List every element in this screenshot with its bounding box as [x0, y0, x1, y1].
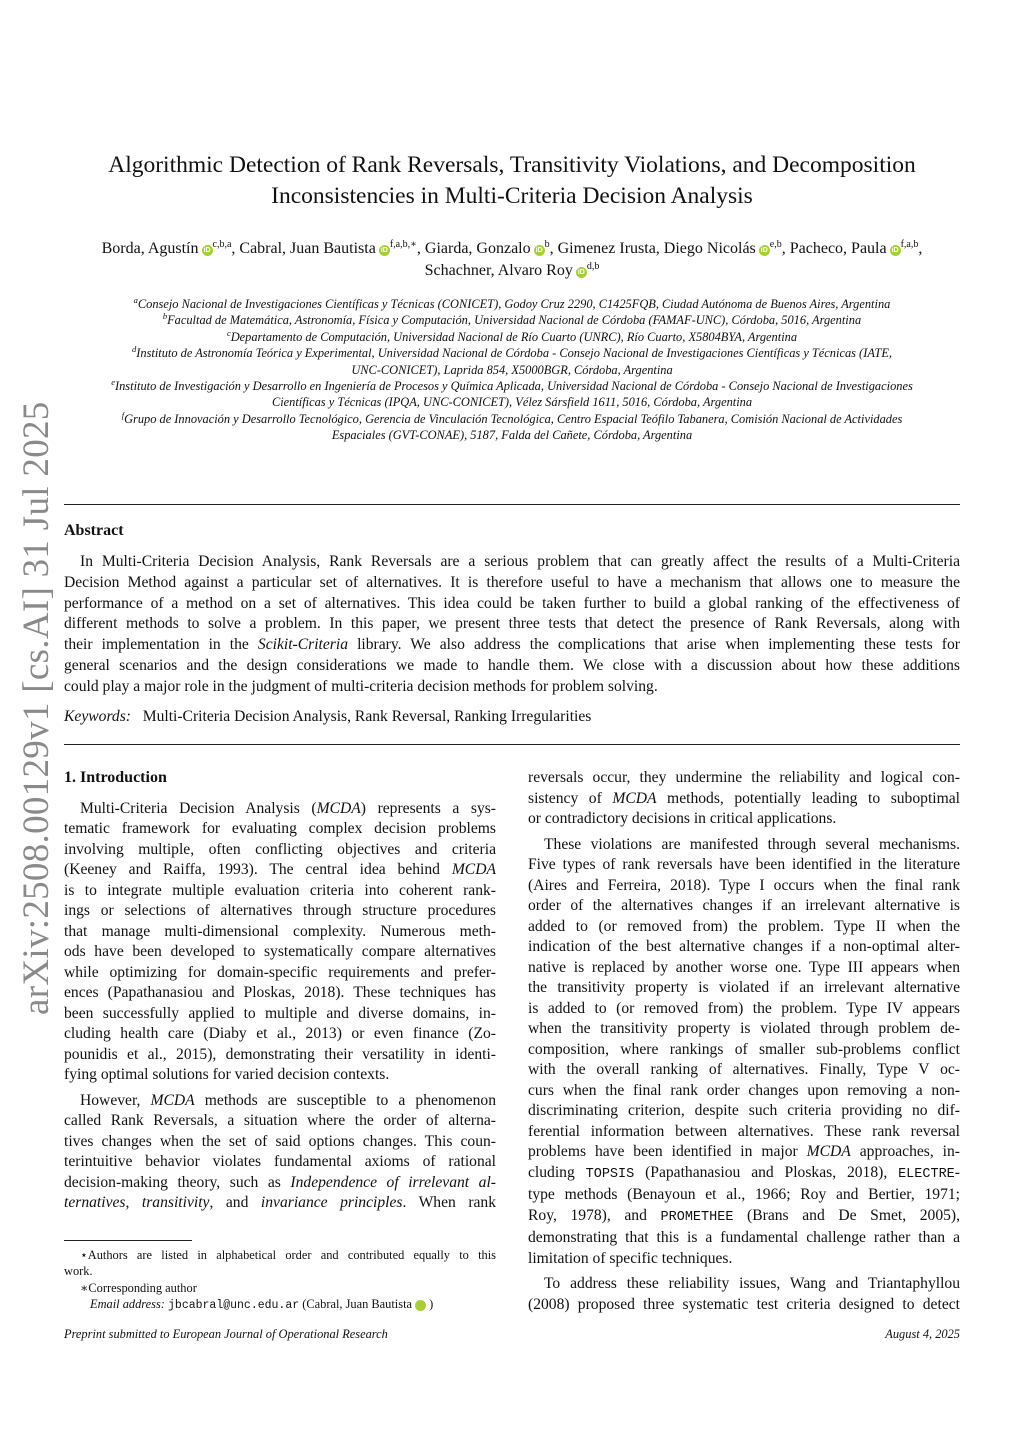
- paper-title: [64, 150, 960, 212]
- body-line: These violations are manifested through several mechanisms.: [544, 835, 960, 853]
- body-line: tematic framework for evaluating complex decision problems: [64, 820, 496, 837]
- body-line: indication of the best alternative changes if a non-optimal alter-: [528, 938, 960, 955]
- orcid-icon[interactable]: iD: [415, 1300, 426, 1311]
- body-line: (2008) proposed three systematic test criteria designed to detect: [528, 1295, 960, 1313]
- body-line: ferential information between alternatives. These rank reversal: [528, 1122, 960, 1140]
- section-heading: 1. Introduction: [64, 769, 167, 786]
- body-line: native is replaced by another worse one. Type III appears when: [528, 958, 960, 976]
- left-column: [64, 768, 496, 1214]
- author-line: Borda, Agustín iD$^{c,b,a}$, Cabral, Juan Bautista $iD^{f,a,b,∗}$, Giarda, Gonzalo $iD^b$, Gimenez Irusta, Diego Nicolás iD$^{e,b}$, Pacheco, Paula iD$^{f,a,b}$,: [101, 239, 923, 257]
- body-line: is added to (or removed from) the problem. Type IV appears: [528, 999, 960, 1017]
- footnote-line: work.: [64, 1264, 93, 1279]
- title-line: Inconsistencies in Multi-Criteria Decision Analysis: [271, 183, 753, 209]
- body-line: tives changes when the set of said options changes. This coun-: [64, 1132, 496, 1150]
- affiliation: $^b$Facultad de Matemática, Astronomía, Física y Computación, Universidad Nacional de Córdoba (FAMAF-UNC), Córdoba, 5016, Argentina: [162, 311, 862, 328]
- body-line: discriminating criterion, despite such criteria providing no dif-: [528, 1102, 960, 1119]
- orcid-icon[interactable]: iD: [203, 247, 211, 254]
- abstract-heading: Abstract: [64, 522, 124, 539]
- author-name: Pacheco, Paula: [789, 240, 887, 257]
- body-line: (Keeney and Raiffa, 1993). The central idea behind MCDA: [64, 861, 496, 878]
- author-name: Schachner, Alvaro Roy: [424, 262, 573, 279]
- body-line: the transitivity property is violated if an irrelevant alternative: [528, 979, 960, 996]
- author-list: [64, 238, 960, 282]
- body-line: while optimizing for domain-specific requirements and prefer-: [64, 963, 496, 981]
- affiliation-continued: UNC-CONICET), Laprida 854, X5000BGR, Córdoba, Argentina: [351, 362, 673, 377]
- body-line: is to integrate multiple evaluation criteria into coherent rank-: [64, 881, 496, 899]
- body-line: demonstrating that this is a fundamental challenge rather than a: [528, 1229, 960, 1246]
- affiliation-marks: b: [544, 239, 550, 250]
- body-line: curs when the final rank order changes upon removing a non-: [528, 1081, 960, 1099]
- affiliation-marks: f,a,b: [900, 239, 919, 250]
- body-line: been successfully applied to multiple and diverse domains, in-: [64, 1004, 496, 1022]
- body-line: with the overall ranking of alternatives. Finally, Type V oc-: [528, 1061, 960, 1078]
- body-line: To address these reliability issues, Wang and Triantaphyllou: [544, 1275, 960, 1292]
- body-line: Five types of rank reversals have been identified in the literature: [528, 856, 960, 873]
- body-line: involving multiple, often conflicting objectives and criteria: [64, 840, 496, 858]
- email-link[interactable]: jbcabral@unc.edu.ar: [168, 1299, 300, 1313]
- author-name: Gimenez Irusta, Diego Nicolás: [557, 240, 756, 257]
- abstract-line: their implementation in the Scikit-Criteria library. We also address the complications that arise when implementing these tests for: [64, 636, 960, 654]
- body-line: ternatives, transitivity, and invariance principles. When rank: [64, 1194, 497, 1211]
- orcid-icon[interactable]: iD: [535, 247, 543, 254]
- keywords-text: Multi-Criteria Decision Analysis, Rank Reversal, Ranking Irregularities: [142, 708, 592, 725]
- body-line: order of the alternatives changes if an irrelevant alternative is: [528, 897, 960, 914]
- body-line: added to (or removed from) the problem. Type II when the: [528, 917, 960, 935]
- email-line: Email address: jbcabral@unc.edu.ar (Cabral, Juan Bautista iD ): [90, 1297, 449, 1313]
- body-line: reversals occur, they undermine the reliability and logical con-: [528, 769, 960, 786]
- affiliation-marks: f,a,b,∗: [389, 239, 417, 250]
- body-line: (Aires and Ferreira, 2018). Type I occurs when the final rank: [528, 876, 960, 894]
- author-name: Cabral, Juan Bautista: [239, 240, 376, 257]
- orcid-icon[interactable]: iD: [380, 247, 388, 254]
- right-column: [528, 768, 960, 1315]
- body-line: Multi-Criteria Decision Analysis (MCDA) represents a sys-: [80, 799, 497, 817]
- body-line: ods have been developed to systematically compare alternatives: [64, 943, 496, 960]
- footnotes: [64, 1247, 496, 1315]
- rule-top: [64, 504, 960, 505]
- orcid-icon[interactable]: iD: [577, 269, 585, 276]
- body-line: cluding TOPSIS (Papathanasiou and Ploskas, 2018), ELECTRE-: [528, 1163, 960, 1182]
- abstract-line: performance of a method on a set of alternatives. This idea could be taken further to build a global ranking of the effectiveness of: [64, 594, 960, 612]
- affiliation: $^c$Departamento de Computación, Universidad Nacional de Río Cuarto (UNRC), Río Cuarto, X5804BYA, Argentina: [226, 327, 798, 344]
- orcid-icon[interactable]: iD: [760, 247, 768, 254]
- affiliation: $^f$Grupo de Innovación y Desarrollo Tecnológico, Gerencia de Vinculación Tecnológica, Centro Espacial Teófilo Tabanera, Comisión Nacional de Actividades: [121, 409, 903, 426]
- affiliation: $^a$Consejo Nacional de Investigaciones Científicas y Técnicas (CONICET), Godoy Cruz 2290, C1425FQB, Ciudad Autónoma de Buenos Aires, Argentina: [133, 295, 891, 311]
- body-line: or contradictory decisions in critical applications.: [528, 810, 837, 827]
- body-line: limitation of specific techniques.: [528, 1249, 733, 1267]
- body-line: Roy, 1978), and PROMETHEE (Brans and De Smet, 2005),: [528, 1206, 960, 1225]
- arxiv-stamp: arXiv:2508.00129v1 [cs.AI] 31 Jul 2025: [16, 401, 57, 1015]
- keywords: [64, 708, 591, 726]
- author-name: Giarda, Gonzalo: [424, 240, 531, 257]
- affiliation-marks: d,b: [586, 261, 600, 272]
- body-line: type methods (Benayoun et al., 1966; Roy and Bertier, 1971;: [528, 1186, 960, 1203]
- body-line: composition, where rankings of smaller sub-problems conflict: [528, 1040, 960, 1058]
- affiliation-marks: e,b: [769, 239, 782, 250]
- rule-bottom: [64, 744, 960, 745]
- affiliation-marks: c,b,a: [212, 239, 232, 250]
- abstract-line: In Multi-Criteria Decision Analysis, Rank Reversals are a serious problem that can greatly affect the results of a Multi-Criteria: [80, 553, 960, 570]
- body-line: fying optimal solutions for varied decision contexts.: [64, 1066, 390, 1083]
- affiliations: [64, 296, 960, 444]
- body-line: when the transitivity property is violated through problem de-: [528, 1020, 960, 1037]
- abstract-line: could play a major role in the judgment of multi-criteria decision methods for problem solving.: [64, 677, 658, 695]
- footnote-line: ∗Corresponding author: [80, 1280, 197, 1295]
- body-line: that manage multi-dimensional complexity. Numerous meth-: [64, 922, 496, 940]
- author-name: Borda, Agustín: [101, 240, 199, 257]
- affiliation-continued: Científicas y Técnicas (IPQA, UNC-CONICET), Vélez Sársfield 1611, 5016, Córdoba, Argentina: [271, 395, 753, 410]
- affiliation-continued: Espaciales (GVT-CONAE), 5187, Falda del Cañete, Córdoba, Argentina: [331, 428, 693, 443]
- footnote-line: ⋆Authors are listed in alphabetical order and contributed equally to this: [80, 1248, 496, 1262]
- body-line: problems have been identified in major MCDA approaches, in-: [528, 1143, 961, 1160]
- author-line: [64, 260, 960, 282]
- affiliation: $^d$Instituto de Astronomía Teórica y Experimental, Universidad Nacional de Córdoba - Consejo Nacional de Investigaciones Científicas y Técnicas (IATE,: [132, 344, 892, 361]
- body-line: terintuitive behavior violates fundamental axioms of rational: [64, 1153, 496, 1170]
- abstract-line: Decision Method against a particular set of alternatives. It is therefore useful to have a mechanism that allows one to measure the: [64, 573, 960, 591]
- footer-venue: Preprint submitted to European Journal of Operational Research: [64, 1327, 388, 1341]
- body-line: cluding health care (Diaby et al., 2013) or even finance (Zo-: [64, 1025, 496, 1042]
- abstract-line: different methods to solve a problem. In this paper, we present three tests that detect the presence of Rank Reversals, along with: [64, 615, 960, 633]
- body-line: decision-making theory, such as Independence of irrelevant al-: [64, 1173, 497, 1191]
- body-line: ences (Papathanasiou and Ploskas, 2018). These techniques has: [64, 984, 496, 1001]
- body-line: called Rank Reversals, a situation where the order of alterna-: [64, 1112, 496, 1129]
- body-line: pounidis et al., 2015), demonstrating their versatility in identi-: [64, 1045, 496, 1063]
- body-line: sistency of MCDA methods, potentially leading to suboptimal: [528, 789, 960, 807]
- abstract-body: [64, 552, 960, 698]
- body-line: However, MCDA methods are susceptible to a phenomenon: [80, 1091, 496, 1109]
- keywords-label: Keywords:: [64, 708, 131, 725]
- title-line: Algorithmic Detection of Rank Reversals, Transitivity Violations, and Decomposition: [108, 152, 916, 178]
- affiliation: $^e$Instituto de Investigación y Desarrollo en Ingeniería de Procesos y Química Aplicada, Universidad Nacional de Córdoba - Consejo Nacional de Investigaciones: [111, 377, 913, 394]
- orcid-icon[interactable]: iD: [891, 247, 899, 254]
- abstract-line: general scenarios and the design considerations we made to handle them. We close with a discussion about how these additions: [64, 656, 960, 674]
- email-label: Email address:: [90, 1297, 169, 1312]
- footer-date: August 4, 2025: [885, 1327, 960, 1341]
- body-line: ings or selections of alternatives through structure procedures: [64, 902, 496, 919]
- footnote-rule: [64, 1240, 192, 1241]
